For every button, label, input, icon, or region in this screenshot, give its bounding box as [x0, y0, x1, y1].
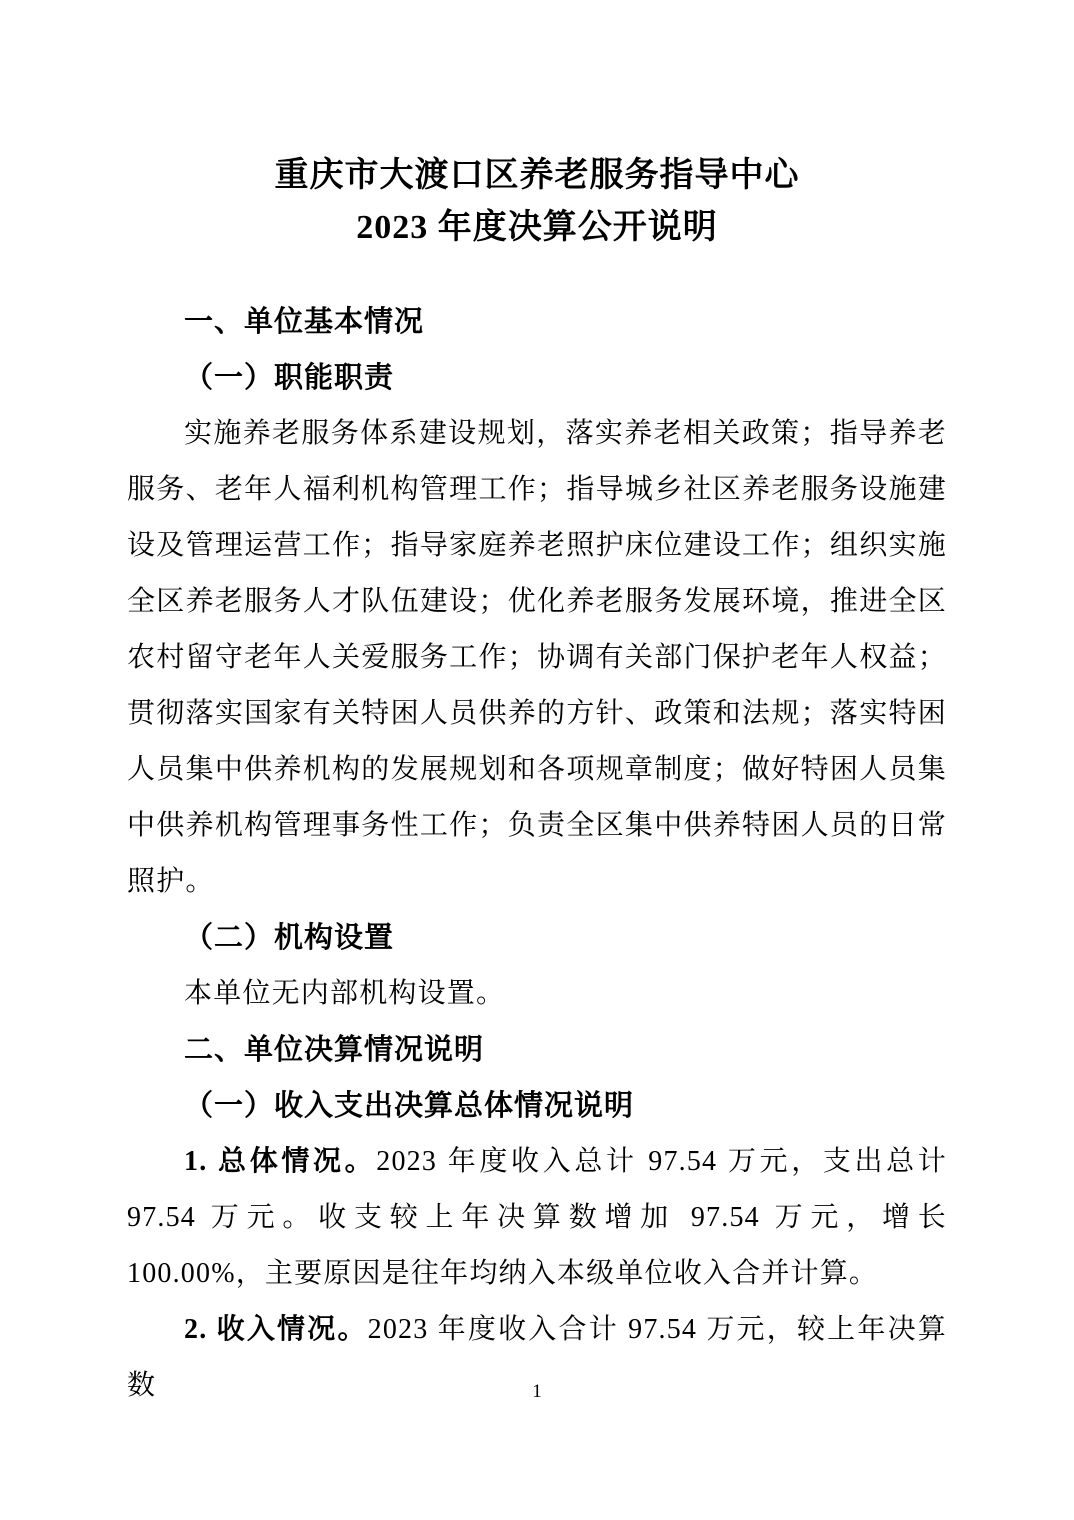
income-lead: 2. 收入情况。: [184, 1314, 368, 1345]
subsection-1-2-heading: （二）机构设置: [184, 922, 395, 954]
overall-budget-paragraph: [127, 1134, 947, 1302]
overall-budget-text: 2023 年度收入总计 97.54 万元，支出总计 97.54 万元。收支较上年决算数增加 97.54 万元，增长 100.00%，主要原因是往年均纳入本级单位收入合并计算。: [127, 1146, 947, 1289]
doc-title-line1: 重庆市大渡口区养老服务指导中心: [274, 157, 800, 194]
org-structure-paragraph: 本单位无内部机构设置。: [184, 978, 506, 1009]
overall-budget-lead: 1. 总体情况。: [184, 1146, 377, 1177]
section-1-heading: 一、单位基本情况: [184, 306, 425, 338]
functions-paragraph: 实施养老服务体系建设规划，落实养老相关政策；指导养老服务、老年人福利机构管理工作；指导城乡社区养老服务设施建设及管理运营工作；指导家庭养老照护床位建设工作；组织实施全区养老服务人才队伍建设；优化养老服务发展环境，推进全区农村留守老年人关爱服务工作；协调有关部门保护老年人权益；贯彻落实国家有关特困人员供养的方针、政策和法规；落实特困人员集中供养机构的发展规划和各项规章制度；做好特困人员集中供养机构管理事务性工作；负责全区集中供养特困人员的日常照护。: [127, 418, 947, 897]
doc-title-line2: 2023 年度决算公开说明: [356, 209, 718, 246]
page-number: 1: [532, 1381, 542, 1402]
section-2-heading: 二、单位决算情况说明: [184, 1034, 485, 1066]
subsection-2-1-heading: （一）收入支出决算总体情况说明: [184, 1090, 635, 1122]
subsection-1-1-heading: （一）职能职责: [184, 362, 395, 394]
income-text: 2023 年度收入合计 97.54 万元，较上年决算数: [127, 1314, 947, 1401]
document-body: [127, 294, 947, 1414]
document-content: [127, 150, 947, 1414]
